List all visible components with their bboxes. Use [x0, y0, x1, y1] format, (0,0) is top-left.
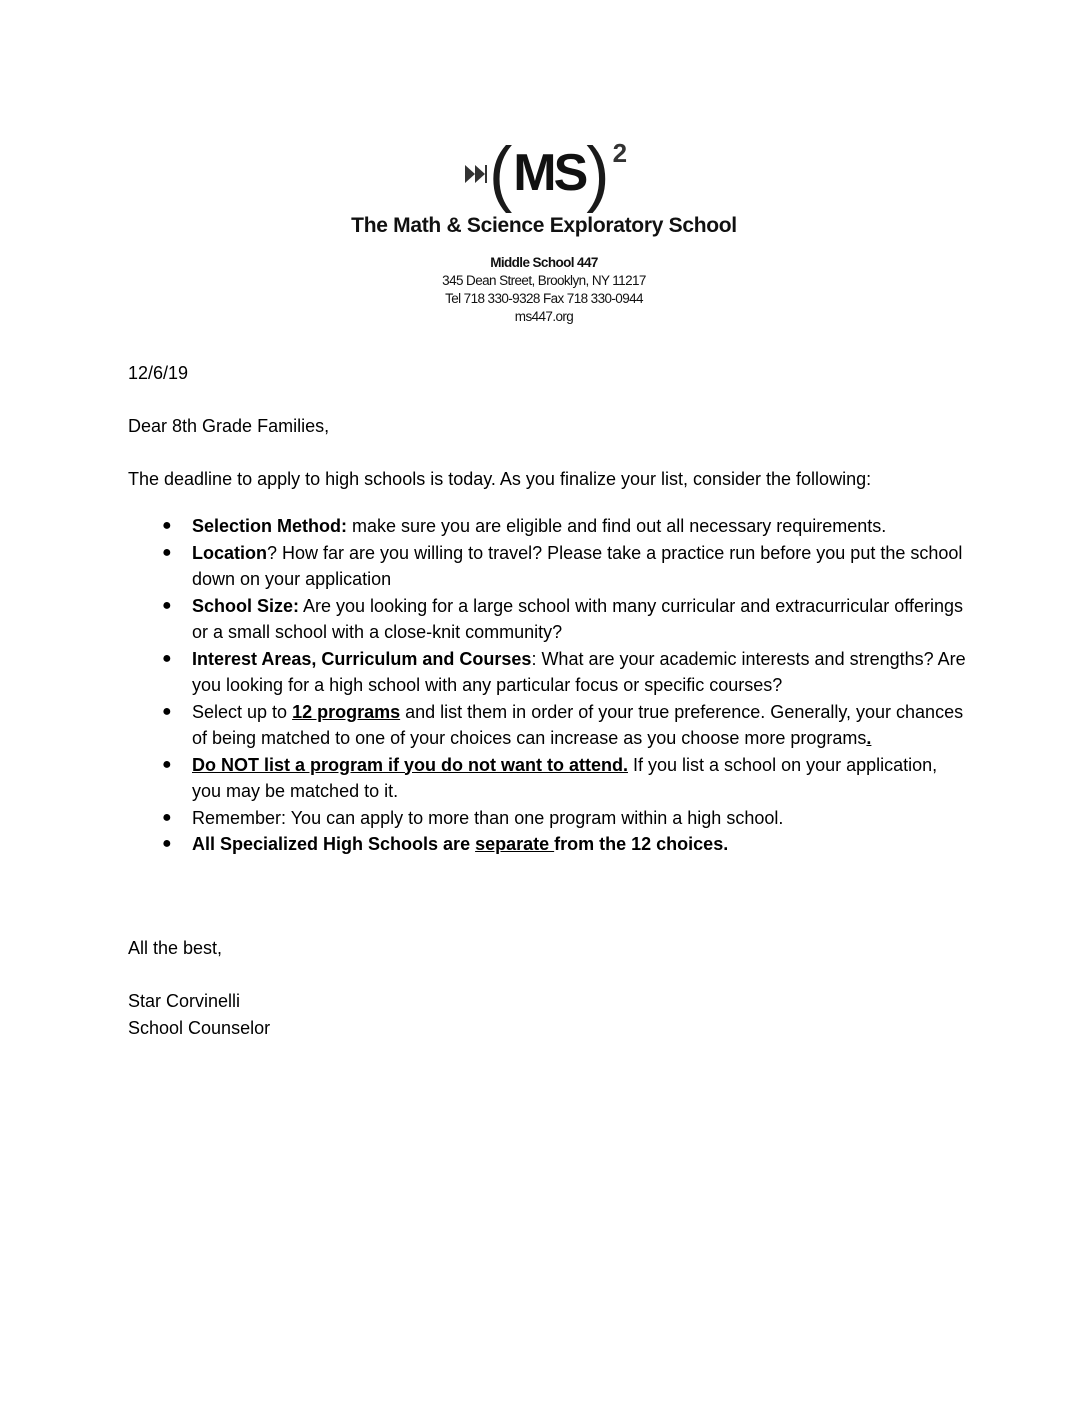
item-text: Are you looking for a large school with many curricular and extracurricular offerings or a small school with a close-knit community?	[192, 595, 963, 642]
signature-title: School Counselor	[128, 1018, 271, 1038]
item-text: If you list a school on your application, you may be matched to it.	[192, 754, 938, 801]
item-text: ? How far are you willing to travel? Please take a practice run before you put the school down on your application	[192, 542, 963, 589]
fast-forward-icon	[465, 165, 487, 183]
website: ms447.org	[514, 309, 574, 324]
item-emphasis: separate	[475, 834, 555, 854]
greeting: Dear 8th Grade Families,	[128, 416, 330, 436]
item-heading: Location	[192, 542, 267, 563]
letterhead	[0, 132, 1088, 326]
school-name: The Math & Science Exploratory School	[351, 214, 737, 237]
address: 345 Dean Street, Brooklyn, NY 11217	[442, 273, 646, 288]
list-item: ● Location? How far are you willing to travel? Please take a practice run before you put the school down on your application	[162, 542, 963, 589]
item-heading: Selection Method:	[192, 516, 348, 536]
item-text: and list them in order of your true preference. Generally, your chances of being matched to one of your choices can increase as you choose more programs	[192, 701, 964, 748]
phone-fax: Tel 718 330-9328 Fax 718 330-0944	[445, 291, 643, 306]
list-item: ● School Size: Are you looking for a large school with many curricular and extracurricular offerings or a small school with a close-knit community?	[162, 595, 963, 642]
school-logo	[4, 132, 1088, 218]
list-item: ● Do NOT list a program if you do not want to attend. If you list a school on your application, you may be matched to it.	[162, 754, 938, 801]
item-text: make sure you are eligible and find out all necessary requirements.	[347, 516, 887, 536]
item-text-pre: Remember: You can apply to more than one program within a high school.	[192, 807, 784, 828]
item-emphasis: Do NOT list a program if you do not want to attend.	[192, 754, 628, 775]
signature-name: Star Corvinelli	[128, 991, 241, 1011]
sub-name: Middle School 447	[490, 255, 598, 270]
item-end: from the 12 choices.	[554, 834, 729, 854]
intro-paragraph: The deadline to apply to high schools is today. As you finalize your list, consider the following:	[128, 469, 872, 489]
logo-superscript: 2	[612, 138, 628, 168]
list-item: ● Select up to 12 programs and list them in order of your true preference. Generally, your chances of being matched to one of your choices can increase as you choose more programs.	[162, 701, 964, 748]
list-item: ● Interest Areas, Curriculum and Courses: What are your academic interests and strengths? Are you looking for a high school with any particular focus or specific courses?	[162, 648, 966, 695]
logo-text: MS	[513, 144, 586, 202]
list-item: ● All Specialized High Schools are separate from the 12 choices.	[162, 834, 729, 854]
item-heading: Interest Areas, Curriculum and Courses	[192, 648, 532, 669]
item-end: .	[866, 728, 872, 748]
closing: All the best,	[128, 938, 223, 958]
list-item: ● Remember: You can apply to more than one program within a high school.	[162, 807, 784, 828]
logo-paren-left: (	[488, 132, 513, 214]
considerations-list	[128, 513, 968, 858]
item-emphasis: 12 programs	[292, 701, 401, 722]
item-heading: School Size:	[192, 595, 300, 616]
item-heading: All Specialized High Schools are	[192, 834, 476, 854]
item-text: : What are your academic interests and strengths? Are you looking for a high school with any particular focus or specific courses?	[192, 648, 966, 695]
letter-date: 12/6/19	[128, 363, 189, 383]
logo-paren-right: )	[586, 132, 610, 214]
list-item: ● Selection Method: make sure you are eligible and find out all necessary requirements.	[162, 516, 887, 536]
item-text-pre: Select up to	[192, 701, 293, 722]
